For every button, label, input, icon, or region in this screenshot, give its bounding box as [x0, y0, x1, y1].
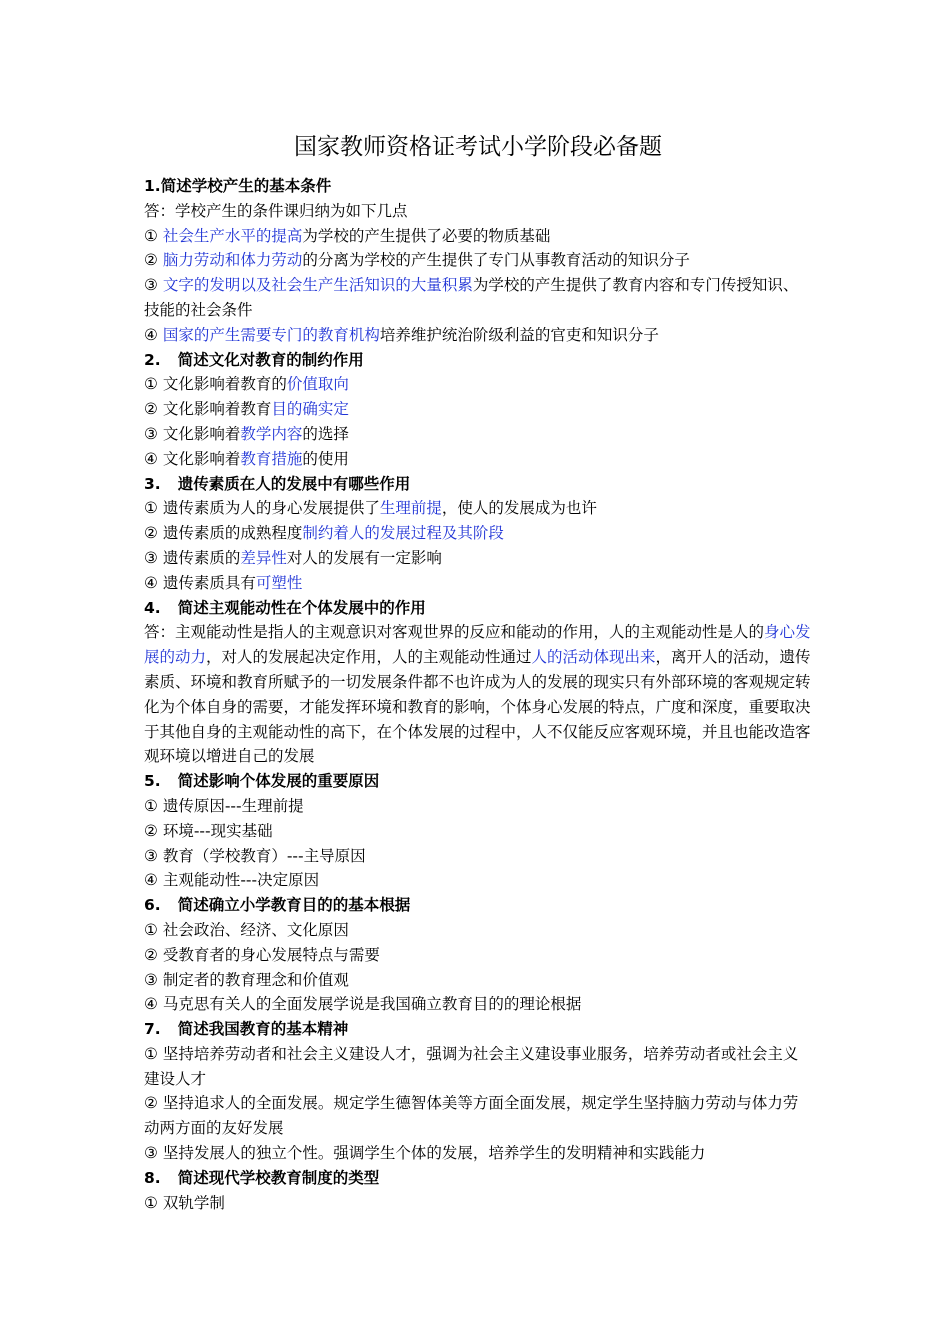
paragraph: [144, 397, 812, 422]
text-run: 答：主观能动性是指人的主观意识对客观世界的反应和能动的作用，人的主观能动性是人的: [144, 623, 765, 642]
paragraph: [144, 844, 812, 869]
highlighted-text: 文字的发明以及社会生产生活知识的大量积累: [162, 276, 473, 295]
paragraph: [144, 199, 812, 224]
highlighted-text: 价值取向: [286, 375, 349, 394]
paragraph: [144, 968, 812, 993]
text-run: ① 遗传素质为人的身心发展提供了: [144, 499, 380, 518]
text-run: 为学校的产生提供了必要的物质基础: [302, 226, 551, 245]
paragraph: [144, 1042, 812, 1092]
section-number: 7.: [144, 1020, 161, 1039]
highlighted-text: 脑力劳动和体力劳动: [162, 251, 303, 270]
paragraph: [144, 546, 812, 571]
section-number: 1.: [144, 177, 161, 195]
text-run: ② 受教育者的身心发展特点与需要: [144, 945, 380, 964]
section-heading: [144, 893, 812, 918]
text-run: ① 社会政治、经济、文化原因: [144, 920, 349, 939]
document-body: [144, 174, 812, 1215]
highlighted-text: 制约着人的发展过程及其阶段: [302, 524, 504, 543]
paragraph: [144, 1191, 812, 1216]
paragraph: [144, 422, 812, 447]
text-run: 培养维护统治阶级利益的官吏和知识分子: [379, 325, 659, 344]
paragraph: [144, 1141, 812, 1166]
highlighted-text: 可塑性: [255, 573, 303, 592]
text-run: ① 双轨学制: [144, 1193, 225, 1212]
text-run: 为学校的产生提供了教育内容和专门传授知识、技能的社会条件: [144, 276, 799, 319]
text-run: ④: [144, 325, 163, 344]
text-run: ④ 马克思有关人的全面发展学说是我国确立教育目的的理论根据: [144, 995, 582, 1014]
section-heading-text: 简述主观能动性在个体发展中的作用: [177, 598, 426, 617]
text-run: 的使用: [302, 449, 349, 468]
highlighted-text: 差异性: [240, 548, 287, 567]
paragraph: [144, 224, 812, 249]
paragraph: [144, 819, 812, 844]
text-run: ③ 文化影响着: [144, 424, 241, 443]
text-run: ② 环境---现实基础: [144, 821, 273, 840]
paragraph: [144, 992, 812, 1017]
paragraph: [144, 521, 812, 546]
section-heading-text: 简述学校产生的基本条件: [160, 177, 332, 195]
paragraph: [144, 794, 812, 819]
paragraph: [144, 323, 812, 348]
highlighted-text: 目的确实定: [271, 400, 349, 419]
text-run: ③ 制定者的教育理念和价值观: [144, 970, 349, 989]
highlighted-text: 国家的产生需要专门的教育机构: [162, 325, 380, 344]
text-run: 的选择: [302, 424, 349, 443]
paragraph: [144, 943, 812, 968]
highlighted-text: 社会生产水平的提高: [162, 226, 303, 245]
paragraph: [144, 447, 812, 472]
highlighted-text: 教育措施: [240, 449, 303, 468]
text-run: 对人的发展有一定影响: [286, 548, 442, 567]
highlighted-text: 身心发展的动力: [144, 623, 811, 667]
paragraph: [144, 571, 812, 596]
section-number: 3.: [144, 474, 161, 493]
section-heading-text: 简述现代学校教育制度的类型: [177, 1168, 380, 1187]
text-run: ① 文化影响着教育的: [144, 375, 287, 394]
text-run: ②: [144, 251, 163, 270]
section-number: 4.: [144, 598, 161, 617]
section-number: 8.: [144, 1168, 161, 1187]
text-run: ② 坚持追求人的全面发展。规定学生德智体美等方面全面发展，规定学生坚持脑力劳动与体力劳动两方面的友好发展: [144, 1094, 799, 1138]
section-heading: [144, 174, 812, 199]
section-heading-text: 简述我国教育的基本精神: [177, 1020, 349, 1039]
section-number: 6.: [144, 896, 161, 915]
text-run: ④ 遗传素质具有: [144, 573, 256, 592]
text-run: ③ 坚持发展人的独立个性。强调学生个体的发展，培养学生的发明精神和实践能力: [144, 1144, 706, 1163]
paragraph: [144, 1091, 812, 1141]
paragraph: [144, 918, 812, 943]
section-heading: [144, 348, 812, 373]
section-heading-text: 简述影响个体发展的重要原因: [177, 772, 380, 791]
text-run: ④ 文化影响着: [144, 449, 241, 468]
paragraph: [144, 620, 812, 769]
highlighted-text: 生理前提: [379, 499, 442, 518]
section-heading-text: 遗传素质在人的发展中有哪些作用: [177, 474, 411, 493]
text-run: ② 文化影响着教育: [144, 400, 272, 419]
paragraph: [144, 496, 812, 521]
section-number: 2.: [144, 350, 161, 369]
highlighted-text: 教学内容: [240, 424, 303, 443]
text-run: ③: [144, 276, 163, 295]
text-run: ①: [144, 226, 163, 245]
section-heading-text: 简述确立小学教育目的的基本根据: [177, 896, 411, 915]
section-heading: [144, 1017, 812, 1042]
text-run: ③ 教育（学校教育）---主导原因: [144, 846, 366, 865]
text-run: ③ 遗传素质的: [144, 548, 241, 567]
paragraph: [144, 868, 812, 893]
section-heading-text: 简述文化对教育的制约作用: [177, 350, 364, 369]
text-run: ① 坚持培养劳动者和社会主义建设人才，强调为社会主义建设事业服务，培养劳动者或社会主义建设人才: [144, 1044, 799, 1088]
text-run: 的分离为学校的产生提供了专门从事教育活动的知识分子: [302, 251, 690, 270]
text-run: ，离开人的活动，遗传素质、环境和教育所赋予的一切发展条件都不也许成为人的发展的现实只有外部环境的客观规定转化为个体自身的需要，才能发挥环境和教育的影响，个体身心发展的特点，广度和深度，重要取决于其他自身的主观能动性的高下，在个体发展的过程中，人不仅能反应客观环境，并且也能改造客观环境以增进自己的发展: [144, 648, 811, 766]
text-run: 答：学校产生的条件课归纳为如下几点: [144, 201, 408, 220]
highlighted-text: 人的活动体现出来: [531, 648, 656, 667]
text-run: ① 遗传原因---生理前提: [144, 796, 304, 815]
text-run: ，使人的发展成为也许: [441, 499, 597, 518]
section-heading: [144, 769, 812, 794]
document-page: [144, 130, 812, 1215]
section-heading: [144, 596, 812, 621]
section-heading: [144, 472, 812, 497]
paragraph: [144, 273, 812, 323]
text-run: ④ 主观能动性---决定原因: [144, 871, 320, 890]
paragraph: [144, 248, 812, 273]
text-run: ② 遗传素质的成熟程度: [144, 524, 303, 543]
section-number: 5.: [144, 772, 161, 791]
section-heading: [144, 1166, 812, 1191]
text-run: ，对人的发展起决定作用，人的主观能动性通过: [206, 648, 532, 667]
paragraph: [144, 372, 812, 397]
page-title: 国家教师资格证考试小学阶段必备题: [294, 134, 662, 160]
